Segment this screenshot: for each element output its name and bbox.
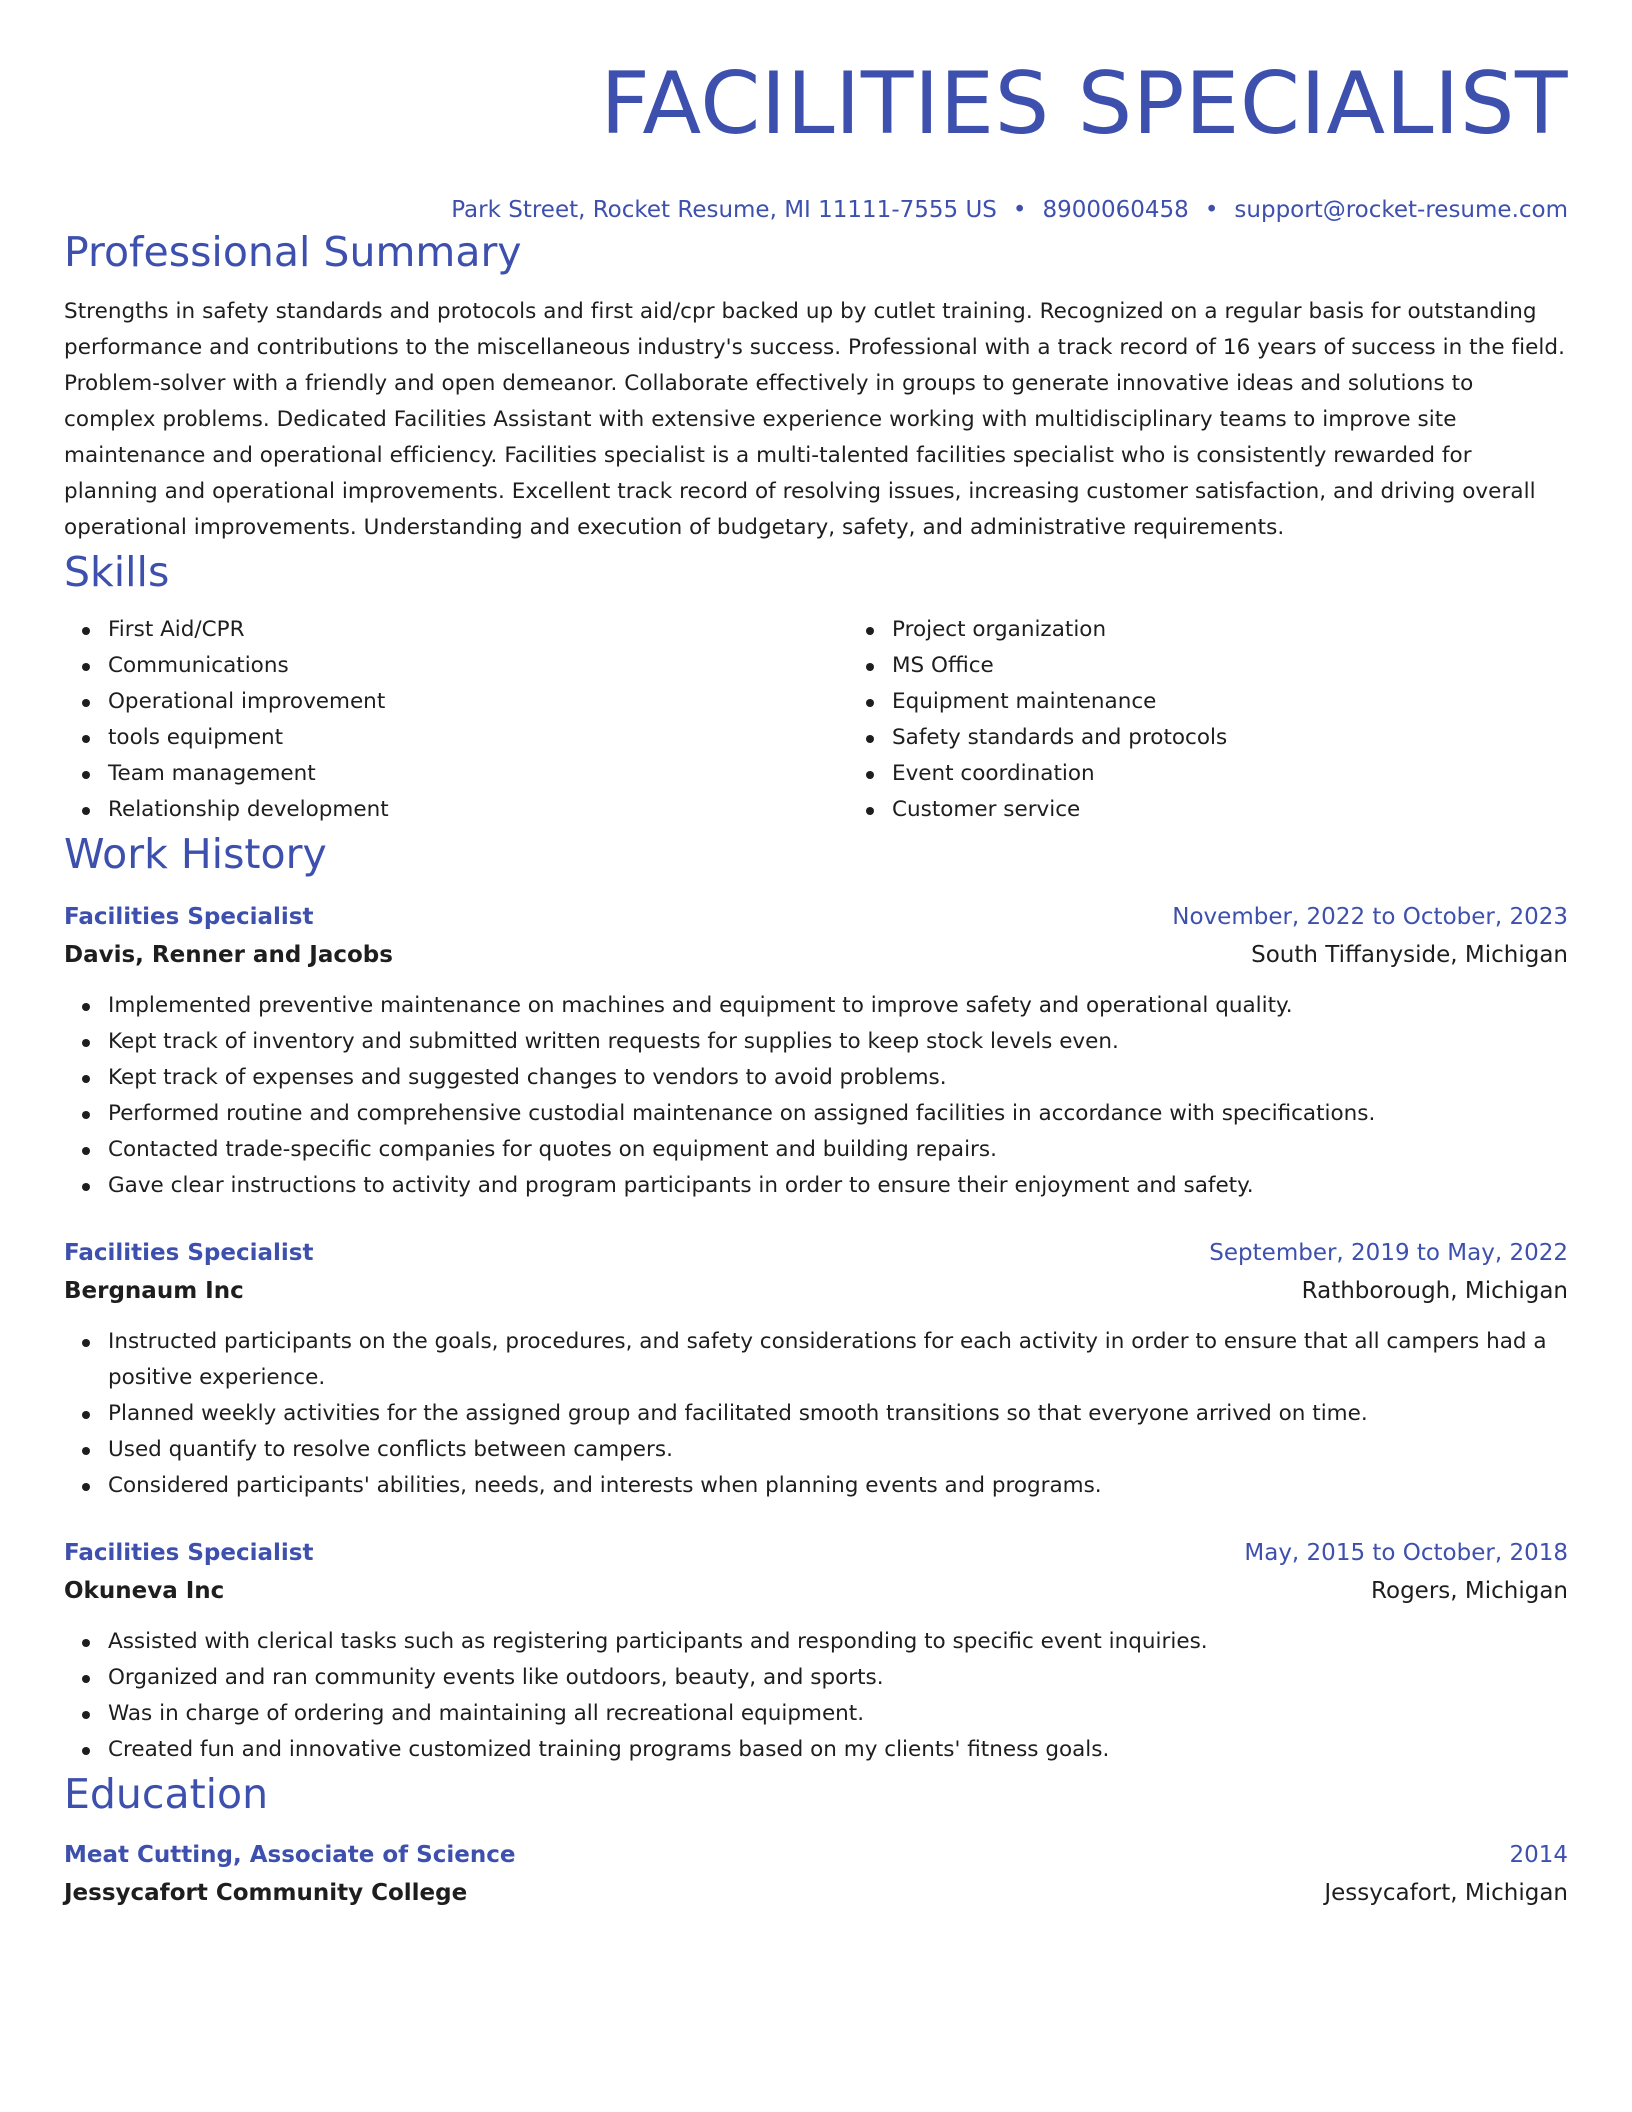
school-name: Jessycafort Community College <box>64 1880 468 1906</box>
skill-item: Equipment maintenance <box>892 684 1227 720</box>
phone[interactable]: 8900060458 <box>1042 197 1189 223</box>
skill-item: MS Office <box>892 648 1227 684</box>
skill-item: Customer service <box>892 792 1227 828</box>
job-bullet: Kept track of inventory and submitted written requests for supplies to keep stock levels even. <box>108 1024 1568 1060</box>
separator-dot: • <box>1012 197 1027 223</box>
education-school-row <box>64 1874 1568 1912</box>
education-header-row <box>64 1836 1568 1874</box>
resume-title: FACILITIES SPECIALIST <box>600 54 1568 154</box>
job-bullet: Used quantify to resolve conflicts between campers. <box>108 1432 1568 1468</box>
job-company-row <box>64 1272 1568 1310</box>
job-company-row <box>64 936 1568 974</box>
company-name: Okuneva Inc <box>64 1578 225 1604</box>
job-bullet: Performed routine and comprehensive custodial maintenance on assigned facilities in accordance with specifications. <box>108 1096 1568 1132</box>
education-entry <box>64 1836 1568 1912</box>
job-company-row <box>64 1572 1568 1610</box>
degree: Meat Cutting, Associate of Science <box>64 1842 516 1868</box>
job-header-row <box>64 1234 1568 1272</box>
job-entry <box>64 1534 1568 1768</box>
school-location: Jessycafort, Michigan <box>1324 1880 1568 1906</box>
job-bullets <box>64 988 1568 1204</box>
skill-item: Team management <box>108 756 848 792</box>
job-location: Rathborough, Michigan <box>1301 1278 1568 1304</box>
job-bullet: Implemented preventive maintenance on machines and equipment to improve safety and operational quality. <box>108 988 1568 1024</box>
job-bullet: Contacted trade-specific companies for quotes on equipment and building repairs. <box>108 1132 1568 1168</box>
job-bullet: Created fun and innovative customized training programs based on my clients' fitness goals. <box>108 1732 1568 1768</box>
resume-page <box>64 0 1568 1912</box>
skill-item: Project organization <box>892 612 1227 648</box>
skills-heading: Skills <box>64 548 170 596</box>
skill-item: Event coordination <box>892 756 1227 792</box>
summary-text: Strengths in safety standards and protocols and first aid/cpr backed up by cutlet training. Recognized on a regular basis for outstanding performance and contributions to the miscellaneous industry's success. Professional with a track record of 16 years of success in the field. Problem-solver with a friendly and open demeanor. Collaborate effectively in groups to generate innovative ideas and solutions to complex problems. Dedicated Facilities Assistant with extensive experience working with multidisciplinary teams to improve site maintenance and operational efficiency. Facilities specialist is a multi-talented facilities specialist who is consistently rewarded for planning and operational improvements. Excellent track record of resolving issues, increasing customer satisfaction, and driving overall operational improvements. Understanding and execution of budgetary, safety, and administrative requirements. <box>64 299 1566 540</box>
separator-dot: • <box>1204 197 1219 223</box>
job-bullet: Gave clear instructions to activity and program participants in order to ensure their enjoyment and safety. <box>108 1168 1568 1204</box>
email-link[interactable]: support@rocket-resume.com <box>1234 197 1568 223</box>
job-bullet: Kept track of expenses and suggested changes to vendors to avoid problems. <box>108 1060 1568 1096</box>
summary-heading: Professional Summary <box>64 228 522 276</box>
job-bullets <box>64 1324 1568 1504</box>
job-title: Facilities Specialist <box>64 1240 314 1266</box>
job-dates: November, 2022 to October, 2023 <box>1172 904 1568 930</box>
job-entry <box>64 898 1568 1204</box>
job-header-row <box>64 1534 1568 1572</box>
job-bullet: Was in charge of ordering and maintaining all recreational equipment. <box>108 1696 1568 1732</box>
job-bullets <box>64 1624 1568 1768</box>
job-bullet: Planned weekly activities for the assigned group and facilitated smooth transitions so that everyone arrived on time. <box>108 1396 1568 1432</box>
skill-item: Communications <box>108 648 848 684</box>
skill-item: First Aid/CPR <box>108 612 848 648</box>
graduation-year: 2014 <box>1509 1842 1568 1868</box>
skill-item: Operational improvement <box>108 684 848 720</box>
skill-item: Safety standards and protocols <box>892 720 1227 756</box>
skills-column-left <box>64 612 848 828</box>
skill-item: Relationship development <box>108 792 848 828</box>
job-bullet: Assisted with clerical tasks such as registering participants and responding to specific event inquiries. <box>108 1624 1568 1660</box>
job-header-row <box>64 898 1568 936</box>
job-entry <box>64 1234 1568 1504</box>
job-location: Rogers, Michigan <box>1371 1578 1568 1604</box>
company-name: Davis, Renner and Jacobs <box>64 942 393 968</box>
skills-list <box>64 612 1568 828</box>
contact-line <box>64 194 1568 226</box>
education-heading: Education <box>64 1770 269 1818</box>
job-title: Facilities Specialist <box>64 1540 314 1566</box>
job-dates: September, 2019 to May, 2022 <box>1209 1240 1568 1266</box>
company-name: Bergnaum Inc <box>64 1278 244 1304</box>
job-location: South Tiffanyside, Michigan <box>1251 942 1568 968</box>
address: Park Street, Rocket Resume, MI 11111-7555 US <box>451 197 997 223</box>
job-title: Facilities Specialist <box>64 904 314 930</box>
skill-item: tools equipment <box>108 720 848 756</box>
job-bullet: Instructed participants on the goals, procedures, and safety considerations for each activity in order to ensure that all campers had a positive experience. <box>108 1324 1568 1396</box>
job-dates: May, 2015 to October, 2018 <box>1244 1540 1568 1566</box>
job-bullet: Organized and ran community events like outdoors, beauty, and sports. <box>108 1660 1568 1696</box>
skills-column-right <box>848 612 1227 828</box>
work-history-heading: Work History <box>64 830 327 878</box>
job-bullet: Considered participants' abilities, needs, and interests when planning events and programs. <box>108 1468 1568 1504</box>
